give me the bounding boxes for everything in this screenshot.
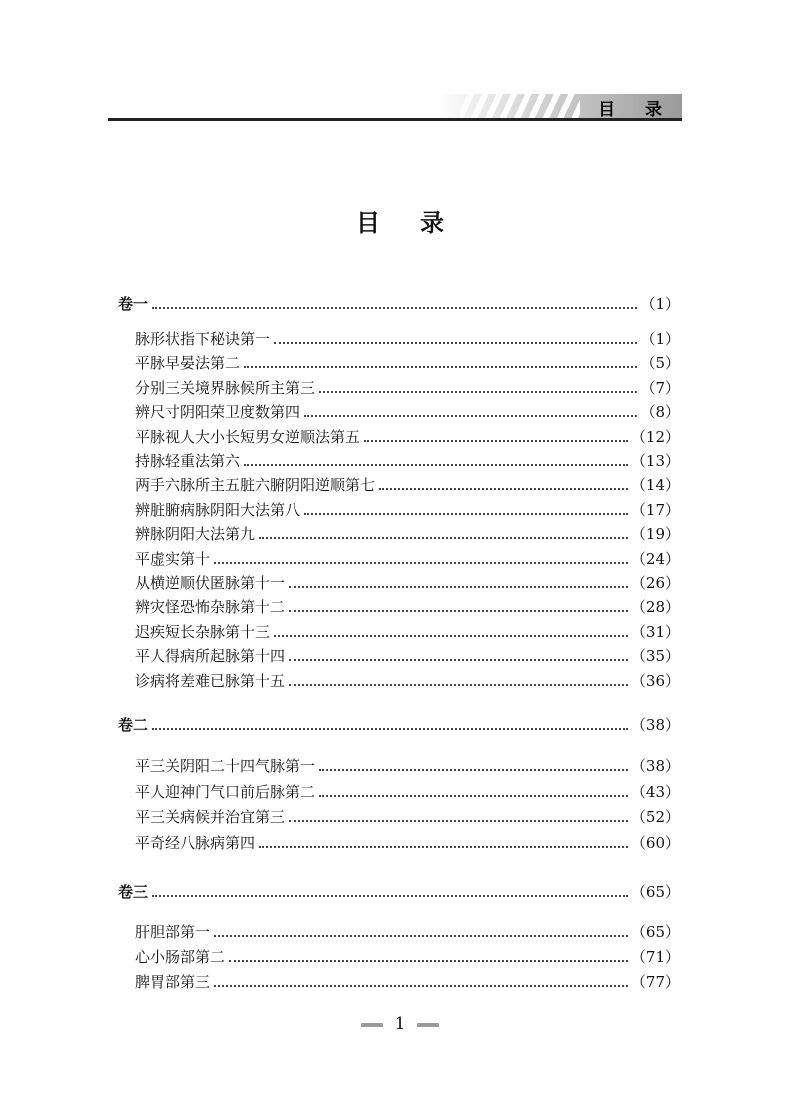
dot-leader <box>304 512 628 515</box>
dot-leader <box>244 463 628 466</box>
dot-leader <box>289 585 628 588</box>
toc-entry <box>135 623 680 641</box>
toc-entry <box>135 647 680 665</box>
toc-volume <box>118 295 680 313</box>
dot-leader <box>214 934 628 937</box>
toc-entry <box>135 834 680 852</box>
toc-entry <box>135 476 680 494</box>
toc-entry-label: 分别三关境界脉候所主第三 <box>135 378 316 397</box>
folio-left-bar <box>361 1023 383 1027</box>
toc-entry-label: 平三关病候并治宜第三 <box>135 808 286 827</box>
toc-entry-label: 心小肠部第二 <box>135 948 226 967</box>
dot-leader <box>289 658 628 661</box>
dot-leader <box>289 609 628 612</box>
toc-entry-page-number: （24） <box>630 549 680 568</box>
toc-entry-page-number: （77） <box>630 973 680 992</box>
running-header <box>108 90 682 124</box>
running-title: 目 录 <box>598 100 674 120</box>
toc-entry-label: 辨脏腑病脉阴阳大法第八 <box>135 500 301 519</box>
toc-volume <box>118 883 680 901</box>
dot-leader <box>319 390 637 393</box>
toc-entry <box>135 808 680 826</box>
dot-leader <box>259 845 628 848</box>
toc-entry <box>135 783 680 801</box>
toc-entry <box>135 757 680 775</box>
toc-entry-page-number: （52） <box>630 808 680 827</box>
dot-leader <box>214 984 628 987</box>
toc-entry-label: 肝胆部第一 <box>135 923 211 941</box>
toc-entry <box>135 330 680 348</box>
toc-entry <box>135 403 680 421</box>
toc-entry-page-number: （65） <box>630 923 680 941</box>
toc-entry <box>135 948 680 966</box>
toc-entry <box>135 354 680 372</box>
folio-right-bar <box>417 1023 439 1027</box>
toc-entry <box>135 379 680 397</box>
toc-volume-label: 卷三 <box>118 883 149 901</box>
toc-entry-page-number: （43） <box>630 782 680 801</box>
toc-entry-label: 平人迎神门气口前后脉第二 <box>135 782 316 801</box>
dot-leader <box>259 536 628 539</box>
page-folio <box>0 1014 800 1034</box>
toc-entry-label: 平奇经八脉病第四 <box>135 833 256 852</box>
toc-entry-page-number: （71） <box>630 948 680 967</box>
toc-entry-page-number: （26） <box>630 574 680 592</box>
toc-entry-page-number: （38） <box>630 757 680 775</box>
toc-entry <box>135 525 680 543</box>
toc-volume-label: 卷一 <box>118 295 149 313</box>
toc-entry <box>135 973 680 991</box>
dot-leader <box>214 561 628 564</box>
dot-leader <box>379 487 628 490</box>
toc-entry-label: 脉形状指下秘诀第一 <box>135 330 271 348</box>
toc-entry-page-number: （28） <box>630 598 680 617</box>
toc-entry <box>135 672 680 690</box>
toc-entry <box>135 501 680 519</box>
toc-entry-label: 辨灾怪恐怖杂脉第十二 <box>135 598 286 617</box>
toc-entry-page-number: （17） <box>630 500 680 519</box>
toc-entry-page-number: （14） <box>630 476 680 495</box>
toc-entry-label: 平脉视人大小长短男女逆顺法第五 <box>135 427 361 446</box>
toc-entry-label: 脾胃部第三 <box>135 973 211 992</box>
toc-entry-label: 诊病将差难已脉第十五 <box>135 671 286 690</box>
toc-entry-label: 平三关阴阳二十四气脉第一 <box>135 757 316 775</box>
toc-entry-label: 平脉早晏法第二 <box>135 354 241 373</box>
toc-entry-label: 平虚实第十 <box>135 549 211 568</box>
dot-leader <box>152 306 637 309</box>
toc-entry-label: 辨尺寸阴阳荣卫度数第四 <box>135 403 301 422</box>
toc-entry-page-number: （1） <box>640 330 680 348</box>
toc-entry <box>135 428 680 446</box>
toc-entry-page-number: （13） <box>630 452 680 470</box>
toc-entry-label: 从横逆顺伏匿脉第十一 <box>135 574 286 592</box>
dot-leader <box>319 794 628 797</box>
toc-entry <box>135 452 680 470</box>
toc-entry-label: 迟疾短长杂脉第十三 <box>135 622 271 641</box>
toc-entry-page-number: （5） <box>640 354 680 373</box>
toc-entry-page-number: （31） <box>630 622 680 641</box>
toc-entry-label: 两手六脉所主五脏六腑阴阳逆顺第七 <box>135 476 376 495</box>
dot-leader <box>152 727 628 730</box>
toc-entry <box>135 574 680 592</box>
folio-number: 1 <box>394 1014 406 1034</box>
toc-volume-label: 卷二 <box>118 716 149 734</box>
toc-entry-page-number: （19） <box>630 525 680 544</box>
dot-leader <box>289 819 628 822</box>
toc-entry-page-number: （36） <box>630 671 680 690</box>
toc-entry <box>135 923 680 941</box>
toc-volume <box>118 716 680 734</box>
dot-leader <box>364 439 628 442</box>
dot-leader <box>229 959 628 962</box>
toc-entry-page-number: （7） <box>640 378 680 397</box>
toc-entry-label: 持脉轻重法第六 <box>135 452 241 470</box>
toc-entry-page-number: （60） <box>630 833 680 852</box>
toc-volume-page-number: （65） <box>630 883 680 901</box>
dot-leader <box>304 414 637 417</box>
header-stripes <box>460 94 580 118</box>
header-rule <box>108 118 682 121</box>
dot-leader <box>274 341 637 344</box>
dot-leader <box>274 634 628 637</box>
toc-entry <box>135 550 680 568</box>
toc-entry-page-number: （12） <box>630 427 680 446</box>
toc-entry-label: 辨脉阴阳大法第九 <box>135 525 256 544</box>
dot-leader <box>244 365 637 368</box>
dot-leader <box>289 683 628 686</box>
toc-entry-page-number: （35） <box>630 647 680 666</box>
toc-entry-page-number: （8） <box>640 403 680 422</box>
dot-leader <box>152 894 628 897</box>
toc-entry-label: 平人得病所起脉第十四 <box>135 647 286 666</box>
toc-volume-page-number: （38） <box>630 716 680 734</box>
page-title: 目录 <box>356 209 484 237</box>
dot-leader <box>319 768 628 771</box>
toc-volume-page-number: （1） <box>640 295 680 313</box>
toc-entry <box>135 598 680 616</box>
